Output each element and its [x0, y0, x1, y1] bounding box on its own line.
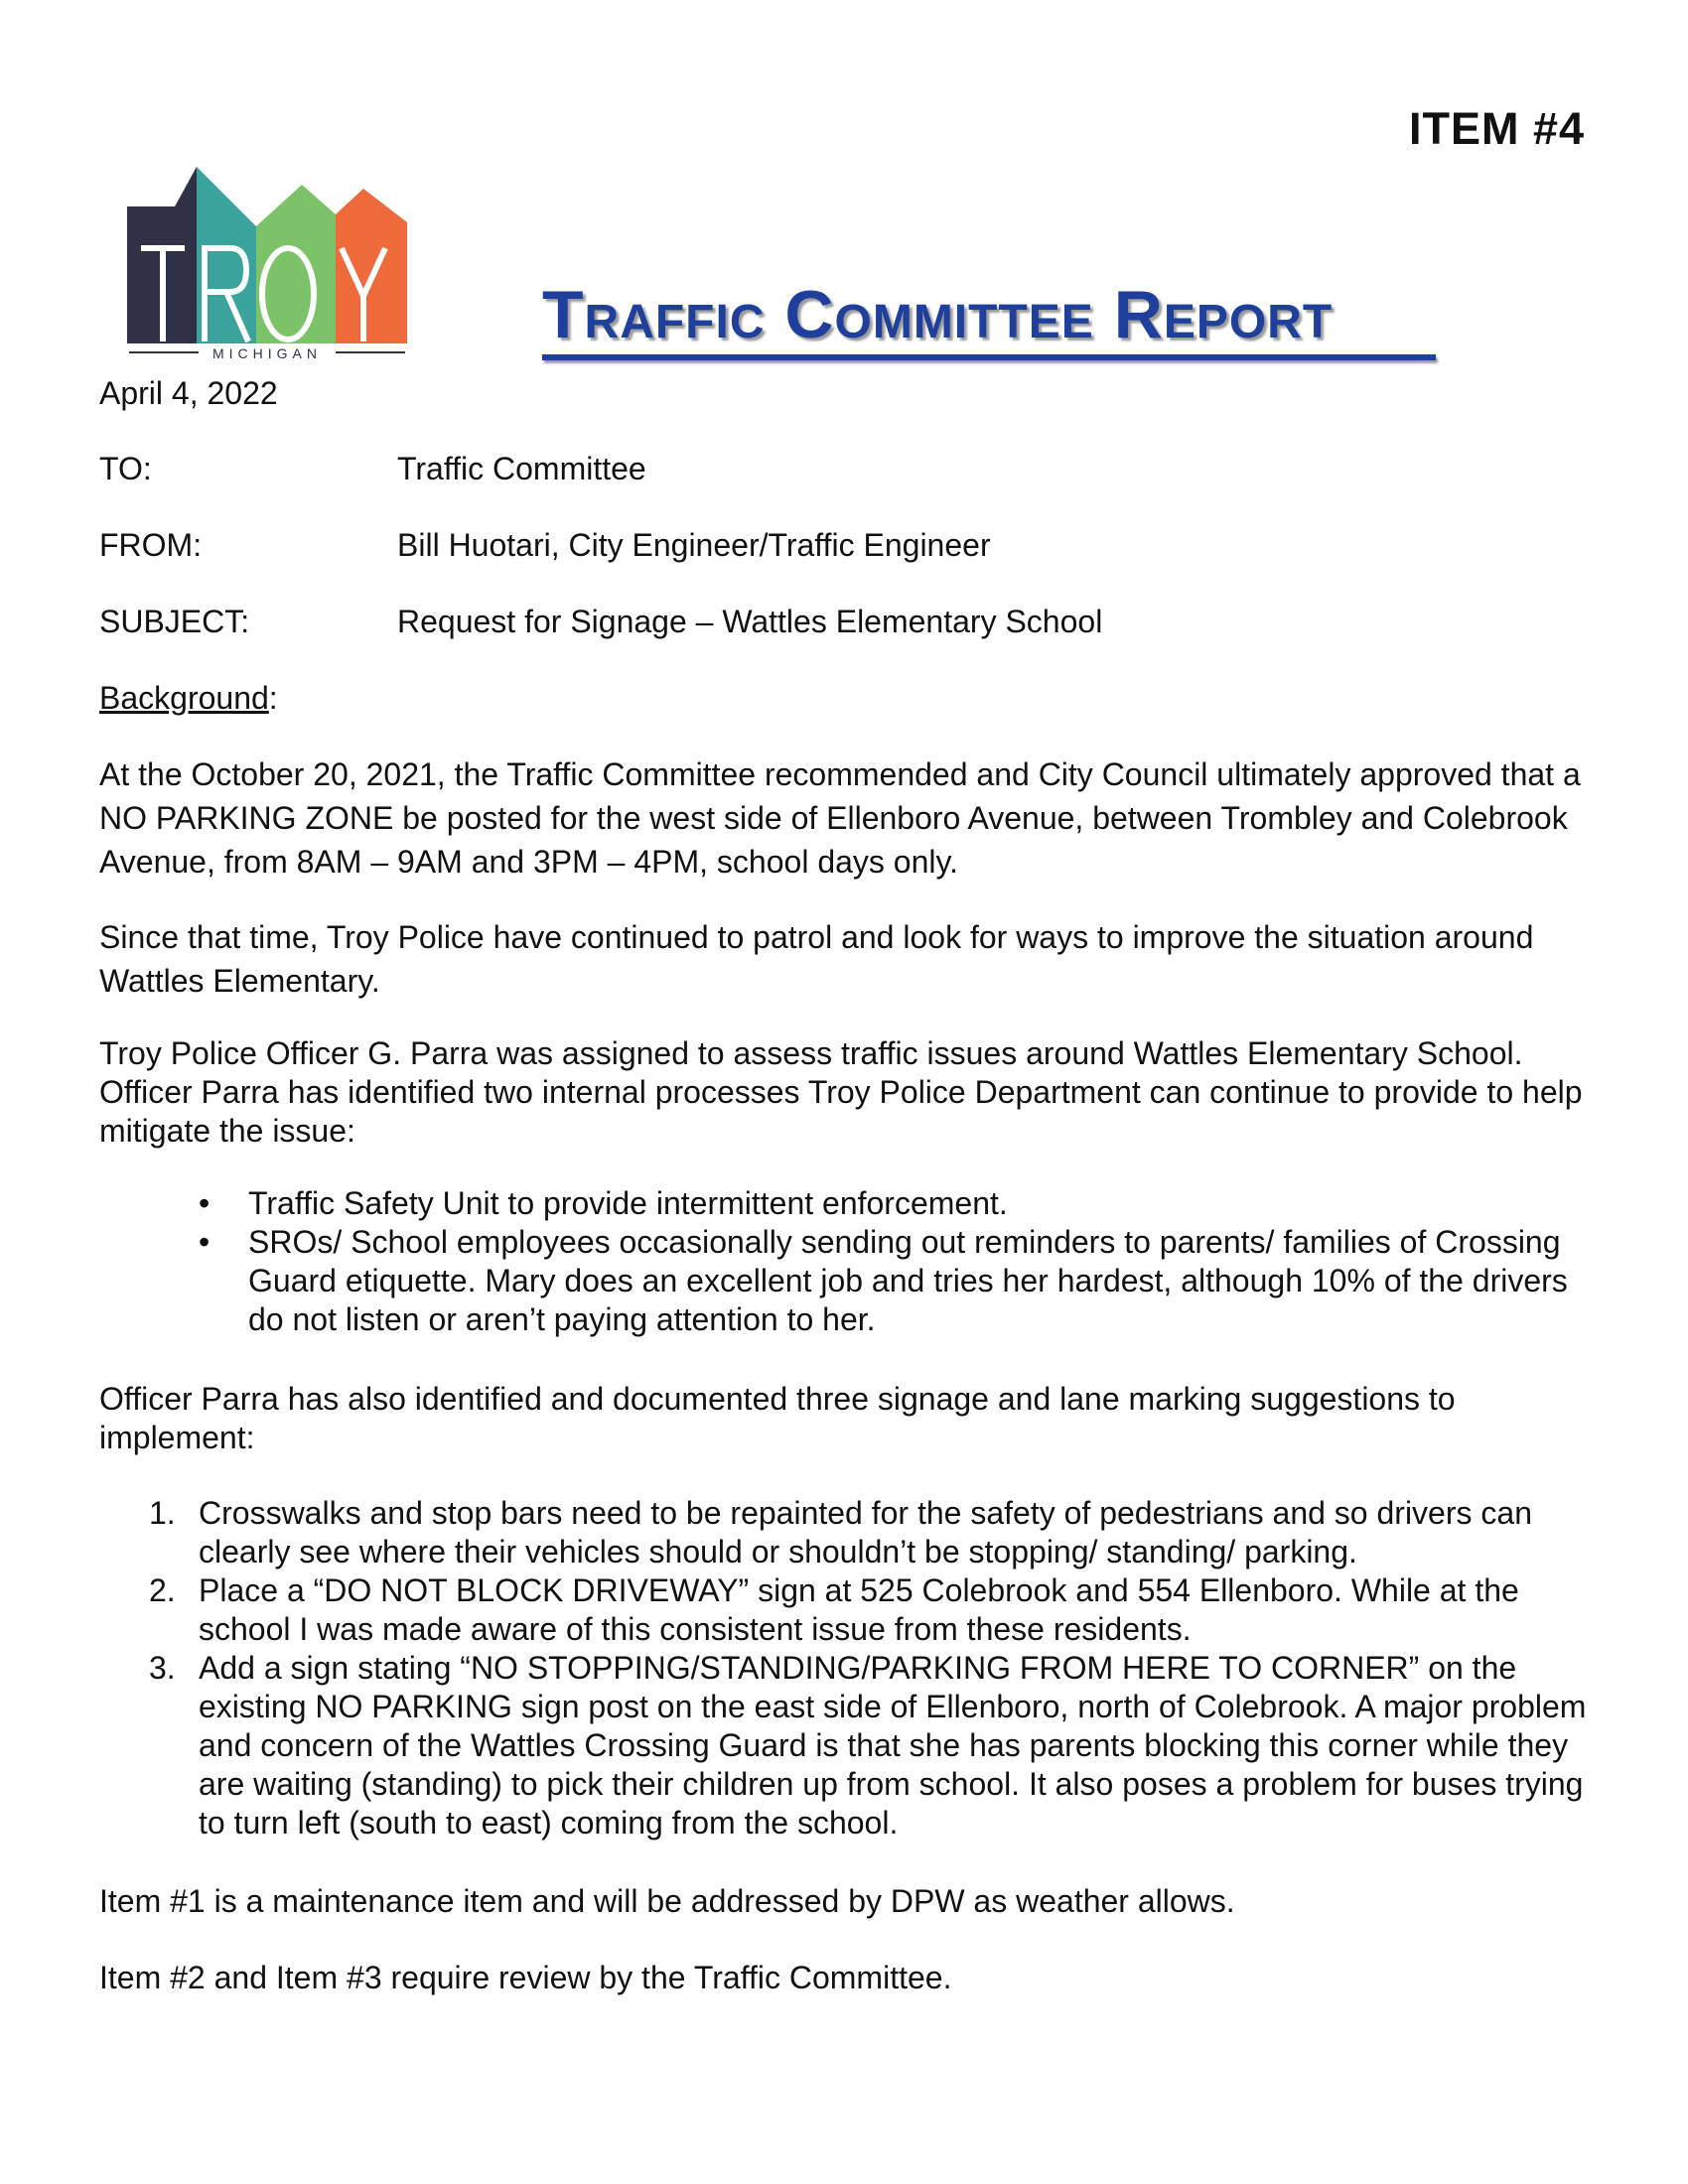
numbered-item — [149, 1571, 1589, 1649]
item-number-label: 2. — [149, 1572, 176, 1608]
bullet-list — [199, 1184, 1589, 1339]
report-title: Traffic Committee Report — [542, 277, 1334, 352]
memo-to-label: TO: — [99, 451, 152, 486]
memo-date: April 4, 2022 — [99, 375, 278, 411]
memo-from-label: FROM: — [99, 527, 203, 563]
background-heading-line — [99, 676, 1589, 720]
memo-subject-label: SUBJECT: — [99, 604, 250, 639]
suggestions-intro: Officer Parra has also identified and documented three signage and lane marking suggestions to implement: — [99, 1381, 1456, 1455]
item-number-label: 1. — [149, 1495, 176, 1531]
bullet-item: • Traffic Safety Unit to provide intermittent enforcement. — [199, 1184, 1589, 1223]
paragraph-2: Since that time, Troy Police have continued to patrol and look for ways to improve the situation around Wattles Elementary. — [99, 919, 1534, 999]
troy-michigan-logo — [127, 167, 407, 361]
svg-text:MICHIGAN: MICHIGAN — [212, 345, 322, 361]
item-number: ITEM #4 — [1408, 103, 1585, 154]
paragraph-3: Troy Police Officer G. Parra was assigned to assess traffic issues around Wattles Elementary School. Officer Parra has identified two internal processes Troy Police Department can continue to provide to help mitigate the issue: — [99, 1035, 1583, 1149]
bullet-item: • SROs/ School employees occasionally sending out reminders to parents/ families of Crossing Guard etiquette. Mary does an excellent job and tries her hardest, although 10% of the drivers do not listen or aren’t paying attention to her. — [199, 1223, 1589, 1339]
closing-paragraph-2: Item #2 and Item #3 require review by the Traffic Committee. — [99, 1960, 952, 1995]
memo-subject-value: Request for Signage – Wattles Elementary School — [397, 604, 1103, 639]
background-heading: Background — [99, 680, 269, 716]
item-text: Place a “DO NOT BLOCK DRIVEWAY” sign at 525 Colebrook and 554 Ellenboro. While at the school I was made aware of this consistent issue from these residents. — [199, 1572, 1519, 1647]
item-number-label: 3. — [149, 1650, 176, 1686]
paragraph-1: At the October 20, 2021, the Traffic Committee recommended and City Council ultimately approved that a NO PARKING ZONE be posted for the west side of Ellenboro Avenue, between Trombley and Colebrook Avenue, from 8AM – 9AM and 3PM – 4PM, school days only. — [99, 756, 1581, 880]
numbered-list — [149, 1494, 1589, 1843]
background-heading-colon: : — [268, 680, 278, 716]
item-text: Crosswalks and stop bars need to be repainted for the safety of pedestrians and so drivers can clearly see where their vehicles should or shouldn’t be stopping/ standing/ parking. — [199, 1495, 1532, 1570]
memo-to-value: Traffic Committee — [397, 451, 646, 486]
numbered-item — [149, 1649, 1589, 1843]
closing-paragraph-1: Item #1 is a maintenance item and will be addressed by DPW as weather allows. — [99, 1883, 1235, 1919]
numbered-item — [149, 1494, 1589, 1571]
memo-from-value: Bill Huotari, City Engineer/Traffic Engineer — [397, 527, 991, 563]
title-underline — [542, 354, 1436, 360]
item-text: Add a sign stating “NO STOPPING/STANDING/PARKING FROM HERE TO CORNER” on the existing NO PARKING sign post on the east side of Ellenboro, north of Colebrook. A major problem and concern of the Wattles Crossing Guard is that she has parents blocking this corner while they are waiting (standing) to pick their children up from school. It also poses a problem for buses trying to turn left (south to east) coming from the school. — [199, 1650, 1587, 1841]
